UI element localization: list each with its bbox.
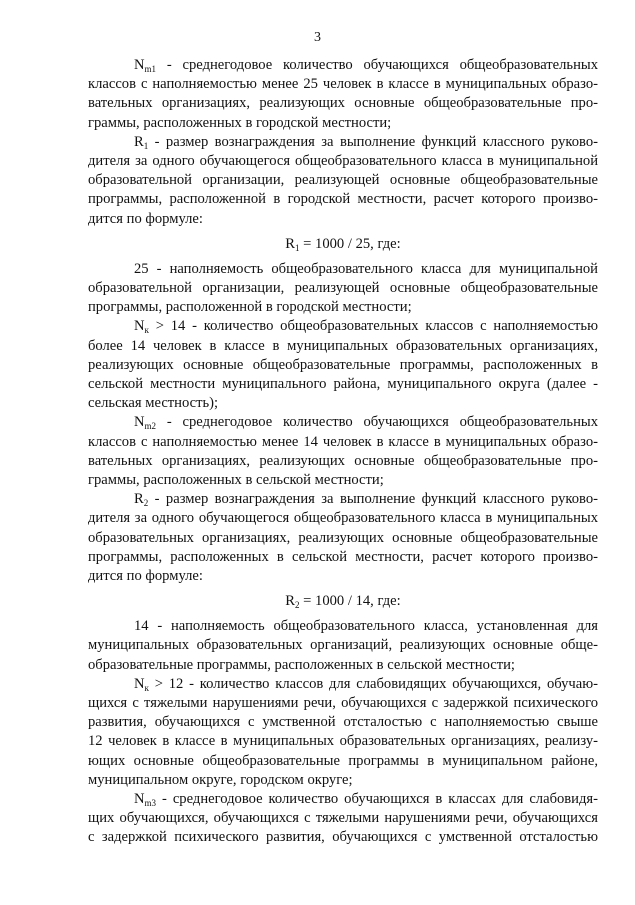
variable-subscript: m2 xyxy=(144,421,157,432)
variable-subscript: 2 xyxy=(143,498,149,509)
text-line xyxy=(88,490,598,509)
text-line: вательных организациях, реализующих основные общеобразовательные про- xyxy=(88,452,598,469)
variable-subscript: m1 xyxy=(144,64,157,74)
formula xyxy=(88,235,598,254)
text-line: с задержкой психического развития, обучающихся с умственной отсталостью xyxy=(88,829,598,846)
line-text: - среднегодовое количество обучающихся общеобразовательных xyxy=(156,57,598,73)
variable-subscript: к xyxy=(144,325,149,336)
formula xyxy=(88,592,598,611)
variable-symbol: R xyxy=(285,235,296,252)
text-line: образовательной организации, реализующей основные общеобразовательные xyxy=(88,172,598,189)
document-body xyxy=(88,56,598,848)
text-line: классов с наполняемостью менее 25 человек в классе в муниципальных образо- xyxy=(88,76,598,93)
paragraph xyxy=(88,133,598,229)
text-line: дителя за одного обучающегося общеобразовательного класса в муниципальной xyxy=(88,152,598,169)
text-line: классов с наполняемостью менее 14 человек в классе в муниципальных образо- xyxy=(88,433,598,450)
text-line: щихся с тяжелыми нарушениями речи, обучающихся с задержкой психического xyxy=(88,695,598,711)
text-line: сельской местности муниципального района, муниципального округа (далее - xyxy=(88,376,598,392)
text-line xyxy=(88,133,598,152)
text-line: образовательные программы, расположенных в сельской местности; xyxy=(88,656,515,673)
text-line: сельская местность); xyxy=(88,395,219,412)
text-line: программы, расположенной в городской местности; xyxy=(88,299,412,316)
variable-subscript: 1 xyxy=(143,140,149,151)
paragraph xyxy=(88,317,598,413)
text-line xyxy=(88,56,598,75)
paragraph xyxy=(88,260,598,318)
text-line: программы, расположенной в городской местности, расчет которого произво- xyxy=(88,191,598,208)
text-line: дителя за одного обучающегося общеобразовательного класса в муниципальных xyxy=(88,510,598,527)
text-line: щих обучающихся, обучающихся с тяжелыми нарушениями речи, обучающихся xyxy=(88,810,598,827)
text-line: образовательных организациях, реализующих основные общеобразовательные xyxy=(88,529,598,546)
line-text: - размер вознаграждения за выполнение функций классного руково- xyxy=(148,133,598,150)
formula-line xyxy=(88,592,598,611)
text-line: граммы, расположенных в сельской местности; xyxy=(88,471,384,488)
text-line: 12 человек в классе в муниципальных образовательных организациях, реализу- xyxy=(88,733,598,750)
variable-subscript: 2 xyxy=(295,600,300,611)
text-line: муниципальных образовательных организаций, реализующих основные обще- xyxy=(88,637,598,654)
formula-line xyxy=(88,235,598,254)
text-line: программы, расположенных в сельской местности, расчет которого произво- xyxy=(88,548,598,565)
text-line xyxy=(88,413,598,432)
paragraph xyxy=(88,675,598,790)
paragraph xyxy=(88,413,598,490)
text-line xyxy=(88,790,598,809)
variable-symbol: R xyxy=(134,133,144,150)
text-line xyxy=(88,317,598,336)
paragraph xyxy=(88,617,598,675)
paragraph xyxy=(88,790,598,848)
text-line: развития, обучающихся с умственной отсталостью с наполняемостью свыше xyxy=(88,714,598,731)
text-line xyxy=(88,675,598,694)
page-number: 3 xyxy=(314,30,321,45)
paragraph xyxy=(88,490,598,586)
text-line: 14 - наполняемость общеобразовательного класса, установленная для xyxy=(134,618,598,635)
text-line: образовательной организации, реализующей основные общеобразовательные xyxy=(88,280,598,297)
variable-symbol: R xyxy=(285,593,296,610)
text-line: муниципальном округе, городском округе; xyxy=(88,771,353,788)
text-line: дится по формуле: xyxy=(88,567,203,584)
line-text: - среднегодовое количество обучающихся в классах для слабовидя- xyxy=(156,790,598,807)
line-text: = 1000 / 25, где: xyxy=(299,235,401,252)
variable-subscript: m3 xyxy=(144,797,157,808)
variable-symbol: N xyxy=(134,790,145,807)
variable-subscript: к xyxy=(144,682,149,693)
text-line: вательных организациях, реализующих основные общеобразовательные про- xyxy=(88,95,598,112)
text-line: граммы, расположенных в городской местности; xyxy=(88,114,392,131)
variable-subscript: 1 xyxy=(295,242,300,253)
variable-symbol: N xyxy=(134,57,145,73)
text-line: ющих основные общеобразовательные программы в муниципальном районе, xyxy=(88,752,598,769)
text-line: реализующих основные общеобразовательные программы, расположенных в xyxy=(88,356,598,373)
variable-symbol: N xyxy=(134,318,145,335)
variable-symbol: R xyxy=(134,491,144,508)
line-text: > 14 - количество общеобразовательных классов с наполняемостью xyxy=(148,318,598,335)
line-text: > 12 - количество классов для слабовидящих обучающихся, обучаю- xyxy=(148,675,598,692)
line-text: - размер вознаграждения за выполнение функций классного руково- xyxy=(148,491,598,508)
line-text: - среднегодовое количество обучающихся общеобразовательных xyxy=(156,414,598,431)
variable-symbol: N xyxy=(134,675,145,692)
text-line: более 14 человек в классе в муниципальных образовательных организациях, xyxy=(88,337,598,354)
text-line: дится по формуле: xyxy=(88,210,203,227)
variable-symbol: N xyxy=(134,414,145,431)
paragraph xyxy=(88,56,598,133)
line-text: = 1000 / 14, где: xyxy=(299,593,401,610)
text-line: 25 - наполняемость общеобразовательного класса для муниципальной xyxy=(134,260,598,277)
